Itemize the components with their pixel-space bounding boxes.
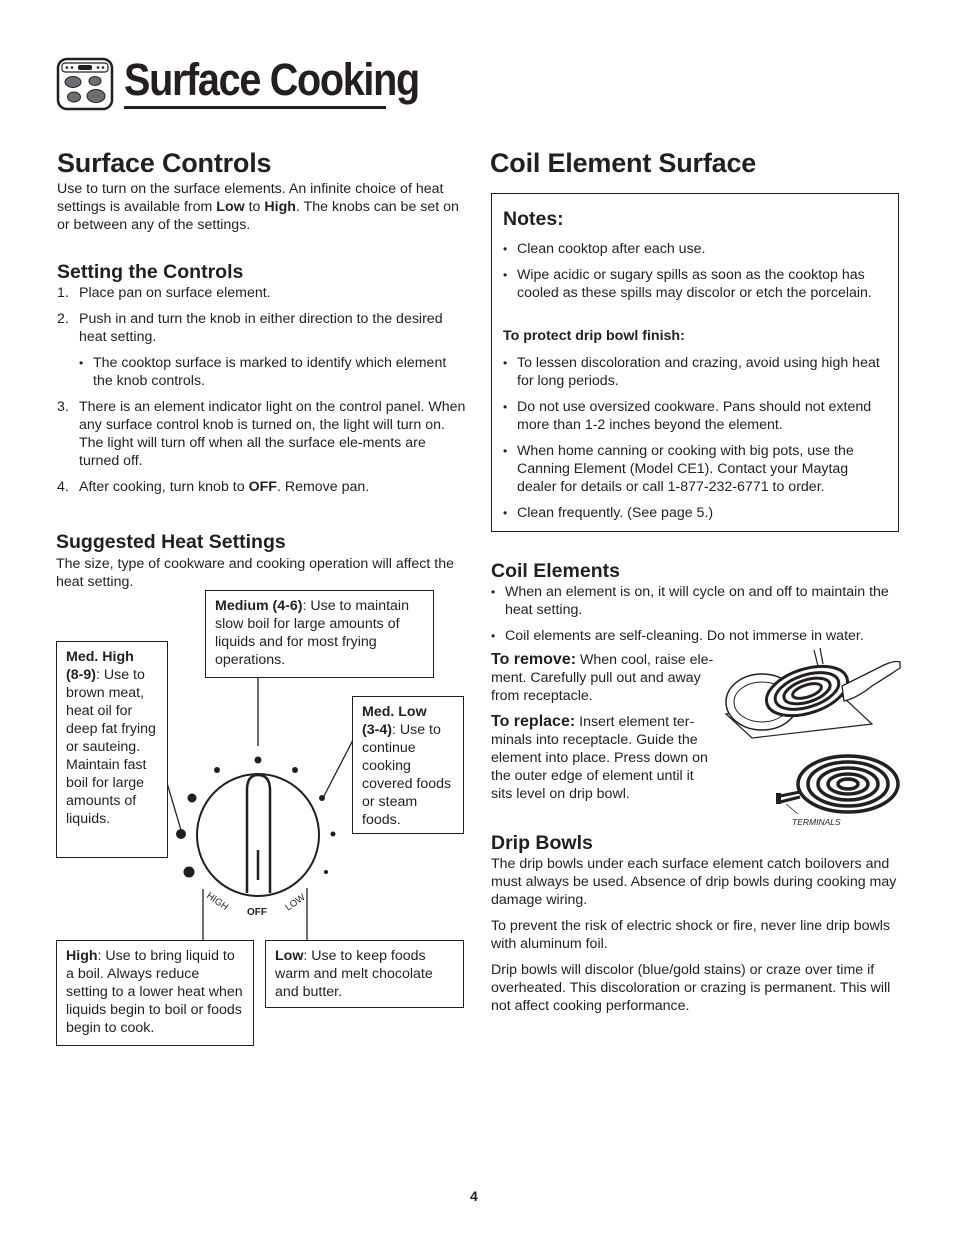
to-replace-text: To replace: Insert element ter-minals into receptacle. Guide the element into place. Press down on the outer edge of element until it sits level on drip bowl. [491,713,708,802]
page-title: Surface Cooking [124,54,419,105]
step-sub-bullet: • The cooktop surface is marked to identify which element the knob controls. [79,355,447,389]
knob-label-off: OFF [247,907,267,918]
drip-bowls-paragraph: Drip bowls will discolor (blue/gold stains) or craze over time if overheated. This discoloration or crazing is permanent. This will not affect cooking performance. [491,962,891,1014]
notes-list [503,240,891,310]
list-item: • Do not use oversized cookware. Pans should not extend more than 1-2 inches beyond the element. [503,398,891,434]
list-item: • When an element is on, it will cycle on and off to maintain the heat setting. [491,583,901,619]
list-item: • Clean cooktop after each use. [503,240,891,258]
drip-bowls-paragraph: To prevent the risk of electric shock or fire, never line drip bowls with aluminum foil. [491,918,890,952]
drip-bowls-paragraph: The drip bowls under each surface element catch boilovers and must always be used. Absence of drip bowls during cooking may damage wiring. [491,856,897,908]
callout-medium: Medium (4-6): Use to maintain slow boil for large amounts of liquids and for most frying operations. [205,590,434,678]
list-item: • Coil elements are self-cleaning. Do not immerse in water. [491,627,901,645]
callout-low: Low: Use to keep foods warm and melt chocolate and butter. [265,940,464,1008]
protect-list [503,354,891,530]
suggested-heat-intro: The size, type of cookware and cooking operation will affect the heat setting. [56,556,455,590]
step-item: 4. After cooking, turn knob to OFF. Remove pan. [57,479,370,495]
callout-med-high: Med. High (8-9): Use to brown meat, heat oil for deep fat frying or sauteing. Maintain fast boil for large amounts of liquids. [56,641,168,858]
callout-med-low: Med. Low (3-4): Use to continue cooking covered foods or steam foods. [352,696,464,834]
knob-label-high: HIGH [204,890,231,914]
coil-element-illustration [774,752,902,814]
step-item: 3. There is an element indicator light on the control panel. When any surface control knob is turned on, the light will turn on. The light will turn off when all the surface ele-ments are turned off. [57,399,466,469]
knob-label-low: LOW [283,892,308,914]
knob-diagram [0,0,480,1060]
surface-controls-intro: Use to turn on the surface elements. An infinite choice of heat settings is available from Low to High. The knobs can be set on or between any of the settings. [57,181,459,233]
notes-box [491,193,899,532]
notes-heading: Notes: [503,208,564,230]
suggested-heat-heading: Suggested Heat Settings [56,531,286,553]
callout-high: High: Use to bring liquid to a boil. Always reduce setting to a lower heat when liquids begin to boil or foods begin to cook. [56,940,254,1046]
list-item: • When home canning or cooking with big pots, use the Canning Element (Model CE1). Contact your Maytag dealer for details or call 1-877-232-6771 to order. [503,442,891,496]
setting-controls-heading: Setting the Controls [57,261,244,283]
list-item: • To lessen discoloration and crazing, avoid using high heat for long periods. [503,354,891,390]
step-item: 2. Push in and turn the knob in either direction to the desired heat setting. • The cooktop surface is marked to identify which element the knob controls. [57,310,467,390]
surface-controls-heading: Surface Controls [57,148,272,178]
terminals-label: TERMINALS [792,817,841,827]
element-removal-illustration [722,646,902,740]
protect-heading: To protect drip bowl finish: [503,328,685,344]
coil-elements-list [491,583,901,653]
drip-bowls-heading: Drip Bowls [491,832,593,854]
list-item: • Clean frequently. (See page 5.) [503,504,891,522]
coil-surface-heading: Coil Element Surface [490,148,757,178]
page-number: 4 [470,1188,478,1204]
to-remove-text: To remove: When cool, raise ele-ment. Carefully pull out and away from receptacle. [491,651,714,704]
list-item: • Wipe acidic or sugary spills as soon as the cooktop has cooled as these spills may discolor or etch the porcelain. [503,266,891,302]
coil-elements-heading: Coil Elements [491,560,620,582]
step-item: 1. Place pan on surface element. [57,285,271,301]
